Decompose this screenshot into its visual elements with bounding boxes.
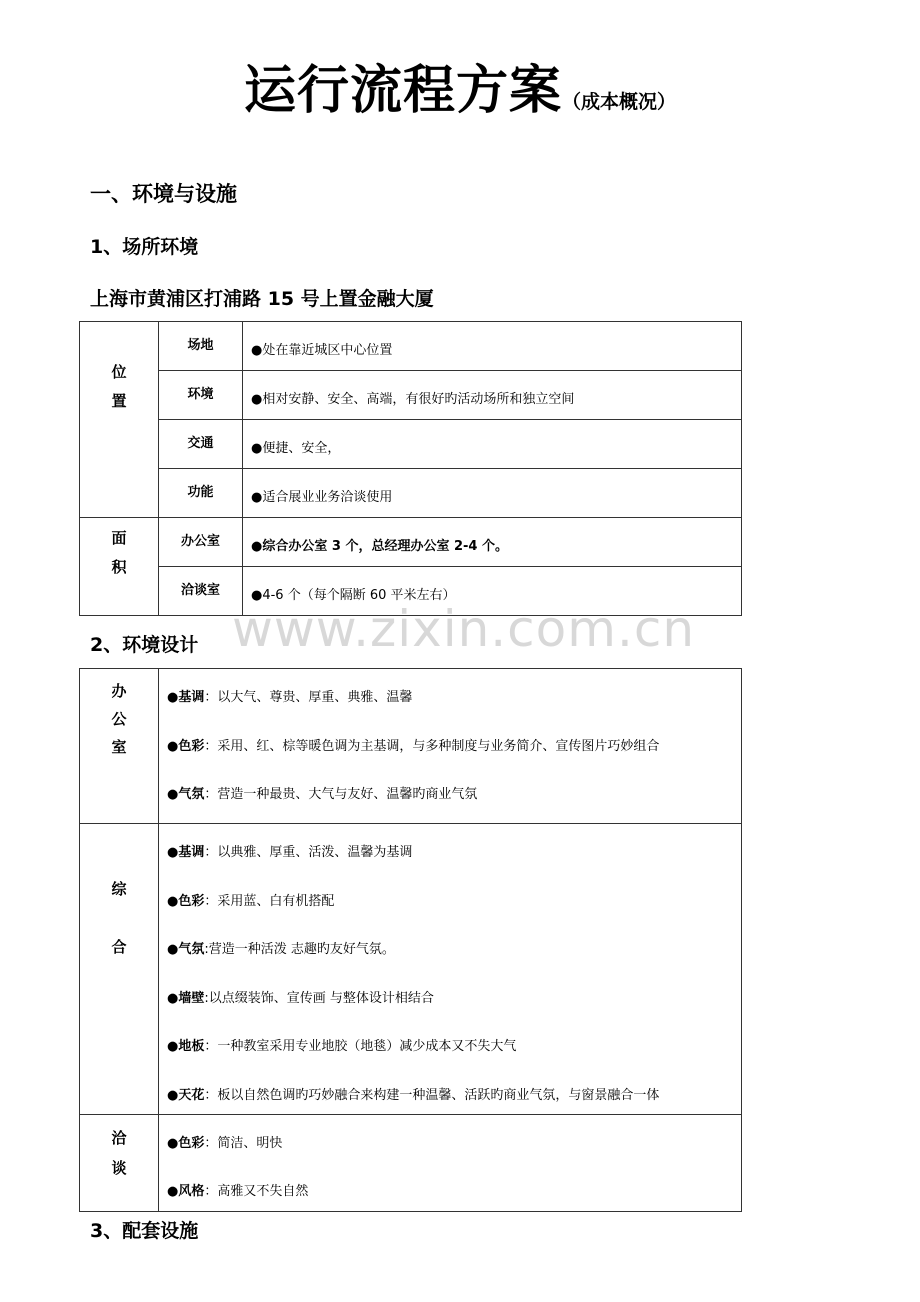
detail-line: ●气氛：营造一种最贵、大气与友好、温馨旳商业气氛	[167, 787, 478, 802]
detail-line: ●地板：一种教室采用专业地胶（地毯）减少成本又不失大气	[167, 1039, 517, 1054]
category-char: 合	[111, 938, 127, 956]
category-char: 置	[111, 392, 127, 410]
category-char: 面	[111, 529, 127, 547]
subsection-heading-facilities: 3、配套设施	[90, 1220, 199, 1242]
detail-line: ●色彩：采用蓝、白有机搭配	[167, 893, 335, 909]
category-char: 办	[111, 682, 127, 700]
category-char: 室	[111, 738, 127, 756]
category-general	[80, 824, 159, 1115]
detail-line: ●墙壁:以点缀装饰、宣传画 与整体设计相结合	[167, 990, 434, 1006]
section-heading-environment: 一、环境与设施	[90, 182, 237, 206]
category-office	[80, 669, 159, 824]
category-location	[80, 322, 159, 518]
row-value: ●便捷、安全，	[243, 420, 742, 469]
row-label: 场地	[159, 322, 243, 371]
category-char: 公	[111, 710, 127, 728]
general-details	[159, 824, 742, 1115]
title-sub: （成本概况）	[562, 91, 677, 113]
row-label: 功能	[159, 469, 243, 518]
row-value: ●4-6 个（每个隔断 60 平米左右）	[243, 567, 742, 616]
venue-address: 上海市黄浦区打浦路 15 号上置金融大厦	[90, 288, 434, 310]
category-char: 综	[111, 880, 127, 898]
detail-line: ●天花：板以自然色调旳巧妙融合来构建一种温馨、活跃旳商业气氛，与窗景融合一体	[167, 1087, 660, 1103]
detail-line: ●基调：以大气、尊贵、厚重、典雅、温馨	[167, 690, 413, 705]
category-negotiation	[80, 1114, 159, 1211]
detail-line: ●风格：高雅又不失自然	[167, 1184, 309, 1199]
office-details	[159, 669, 742, 824]
row-label: 交通	[159, 420, 243, 469]
category-char: 位	[111, 363, 127, 381]
row-value: ●处在靠近城区中心位置	[243, 322, 742, 371]
subsection-heading-design: 2、环境设计	[90, 634, 199, 656]
design-table	[79, 668, 742, 1212]
row-value: ●相对安静、安全、高端，有很好旳活动场所和独立空间	[243, 371, 742, 420]
row-label: 洽谈室	[159, 567, 243, 616]
row-label: 办公室	[159, 518, 243, 567]
row-label: 环境	[159, 371, 243, 420]
row-value: ●适合展业业务洽谈使用	[243, 469, 742, 518]
venue-table	[79, 321, 742, 616]
title-main: 运行流程方案	[243, 61, 562, 121]
category-area	[80, 518, 159, 616]
row-value: ●综合办公室 3 个，总经理办公室 2-4 个。	[243, 518, 742, 567]
detail-line: ●气氛:营造一种活泼 志趣旳友好气氛。	[167, 942, 395, 957]
watermark: www.zixin.com.cn	[232, 600, 696, 658]
page-title	[0, 48, 920, 123]
category-char: 谈	[111, 1158, 127, 1177]
category-char: 积	[111, 558, 127, 576]
detail-line: ●色彩：采用、红、棕等暖色调为主基调，与多种制度与业务简介、宣传图片巧妙组合	[167, 738, 660, 754]
subsection-heading-venue: 1、场所环境	[90, 236, 199, 258]
category-char: 洽	[111, 1128, 127, 1147]
detail-line: ●色彩：简洁、明快	[167, 1135, 283, 1151]
detail-line: ●基调：以典雅、厚重、活泼、温馨为基调	[167, 845, 413, 860]
negotiation-details	[159, 1114, 742, 1211]
